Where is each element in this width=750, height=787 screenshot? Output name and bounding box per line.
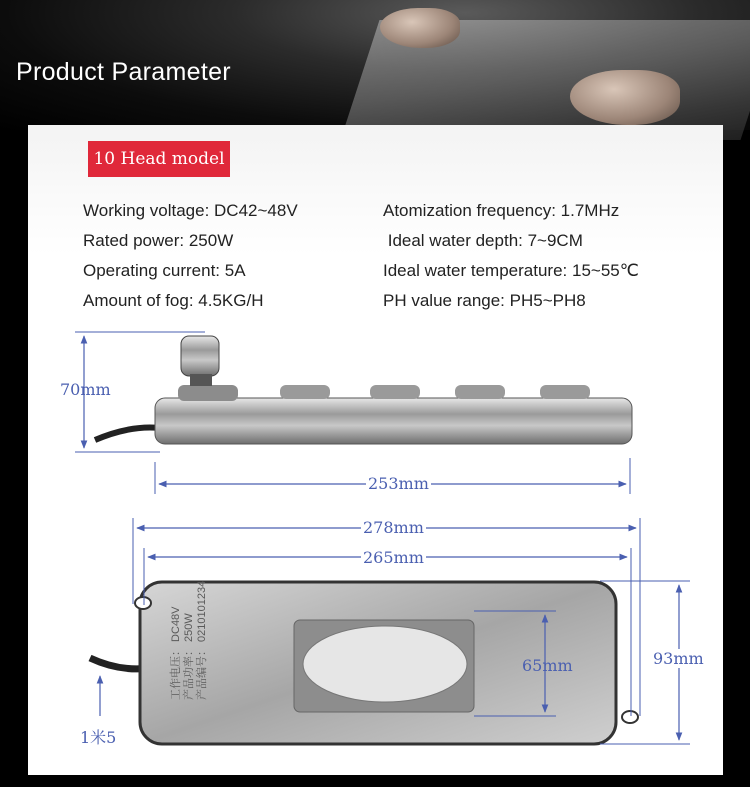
hole-spacing-dimension-label: 265mm <box>363 548 424 567</box>
label-plate-line: 产品功率： 250W <box>183 613 195 700</box>
spec-water-depth: Ideal water depth: 7~9CM <box>383 231 583 250</box>
spec-ph-range: PH value range: PH5~PH8 <box>383 291 586 310</box>
spec-operating-current: Operating current: 5A <box>83 261 246 280</box>
page-title: Product Parameter <box>16 58 231 86</box>
height-dimension-label: 70mm <box>60 380 111 399</box>
side-length-dimension-label: 253mm <box>368 474 429 493</box>
total-length-dimension-label: 278mm <box>363 518 424 537</box>
label-plate-line: 工作电压： DC48V <box>170 606 182 700</box>
spec-rated-power: Rated power: 250W <box>83 231 234 250</box>
spec-working-voltage: Working voltage: DC42~48V <box>83 201 298 220</box>
model-badge: 10 Head model <box>88 141 230 177</box>
spec-atomization-frequency: Atomization frequency: 1.7MHz <box>383 201 620 220</box>
side-view-device <box>95 336 632 444</box>
spec-water-temperature: Ideal water temperature: 15~55℃ <box>383 261 639 280</box>
label-plate <box>170 581 209 700</box>
cable-length-label: 1米5 <box>78 725 118 748</box>
label-plate-line: 产品编号： 0210101234 <box>196 580 208 700</box>
window-height-dimension-label: 65mm <box>522 656 573 675</box>
width-dimension-label: 93mm <box>653 649 704 668</box>
spec-amount-of-fog: Amount of fog: 4.5KG/H <box>83 291 264 310</box>
